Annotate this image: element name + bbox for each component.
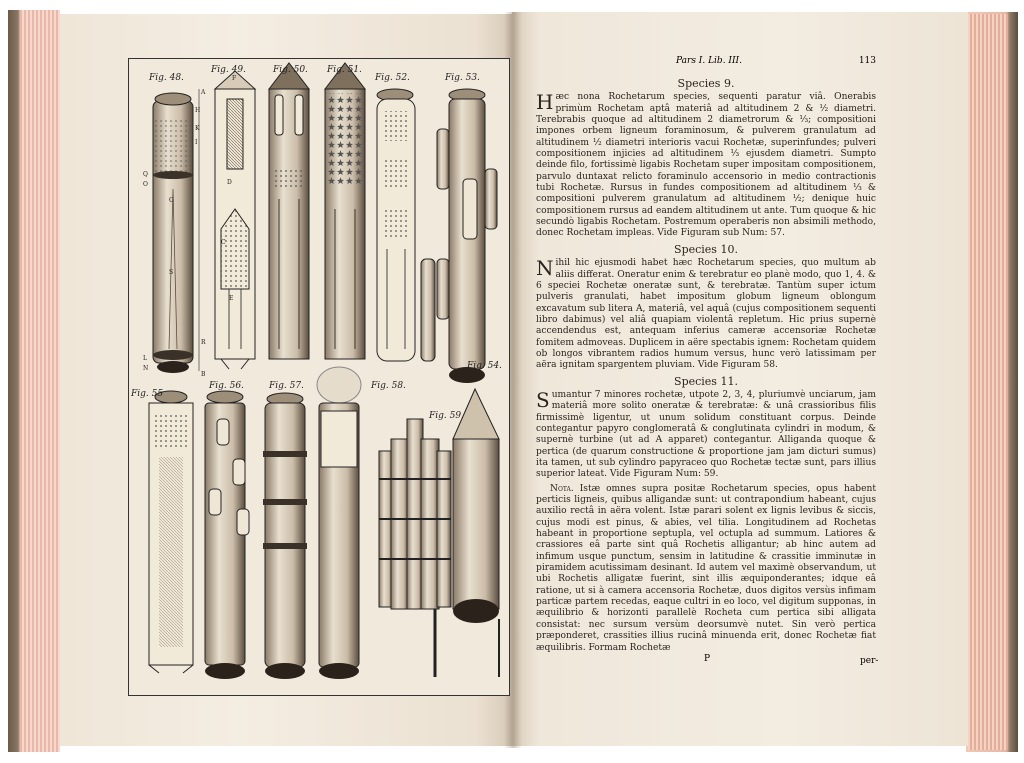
running-head: Pars I. Lib. III. [676,56,742,66]
fig-57-rocket [263,393,307,679]
fig-51-rocket [325,63,365,359]
letter-e: E [229,295,234,302]
fig-55-rocket [149,391,193,673]
fig-59-rocket-bundle [379,419,451,677]
species-9-drop-cap: H [536,90,554,115]
fig-51-label: Fig. 51. [327,65,362,75]
species-10-text [536,258,876,371]
species-10-body: ihil hic ejusmodi habet hæc Rochetarum species, quo multum ab aliis differat. Oneratur enim & terebratur eo planè modo, quo 1, 4. & 6 speciei Rochetæ oneratæ sunt, & terebratæ. Tantùm super ictum pulveris granulati, habet impositum globum ligneum oblongum excavatum sub litera A, materiâ, vel aquâ (cujus compositionem sequenti libro dabimus) vel aliâ quapiam violentâ repletum. Hic prius supernè accendendus est, antequam inferius cameræ accensoriæ Rochetæ fomitem admoveas. Duplicem in aëre spectabis ignem: Rochetam quidem ob longos vibrantem radios humum versus, hunc verò latissimam per aëra ignitam spargentem pluviam. Vide Figuram 58. [536,258,876,371]
fig-56-rocket [205,391,249,679]
species-10-title: Species 10. [674,242,738,256]
rocket-engravings [129,59,509,695]
species-11-body: umantur 7 minores rochetæ, utpote 2, 3, 4, pluriumvè unciarum, jam materiâ more solito oneratæ & terebratæ: & unâ crassioribus filis firmissimè ligentur, ut unum solidum constituant corpus. Deinde contegantur papyro conglomeratâ & conglutinata cylindri in modum, & supernè turbine (ut ad A apparet) contegantur. Alliganda quoque & pertica (de quarum constructione & proportione jam jam dicturi sumus) ita tamen, ut sub cylindro papyraceo quo Rochetæ tectæ sunt, pars illius superior lateat. Vide Figuram Num: 59. [536,389,876,480]
letter-q: Q [143,171,148,178]
letter-b: B [201,371,206,378]
species-10-drop-cap: N [536,256,554,281]
fig-58-label: Fig. 58. [371,381,406,391]
letter-r: R [201,339,206,346]
letter-i: I [195,139,198,146]
letter-d: D [227,179,232,186]
letter-h: H [195,107,201,114]
letter-f: F [232,75,237,82]
page-number: 113 [858,56,876,66]
species-11-text [536,387,876,481]
letter-a: A [201,89,206,96]
species-11-drop-cap: S [536,387,550,412]
fig-50-rocket [269,63,309,359]
left-page-edges [20,10,60,752]
fig-53-rocket [437,89,497,383]
fig-56-label: Fig. 56. [209,381,244,391]
fig-50-label: Fig. 50. [273,65,308,75]
text-block [536,74,876,654]
nota-text [536,484,876,654]
fig-52-label: Fig. 52. [375,73,410,83]
fig-54-label: Fig. 54. [467,361,502,371]
species-9-body: æc nona Rochetarum species, sequenti paratur viâ. Onerabis primùm Rochetam aptâ materiâ ad altitudinem 2 & ½ diametri. Terebrabis quoque ad altitudinem 2 diametrorum & ⅓; compositioni impones orbem ligneum foraminosum, & pulverem granulatum ad altitudinem ½ diametri interioris vacui Rochetæ, superinfundes; pulveri compositionem injicies ad altitudinem ⅓ ejusdem diametri. Sumpto deinde filo, fortissimè ligabis Rochetam super impositam compositionem, parvulo duntaxat relicto foraminulo accensorio in medio contractionis tubi Rochetæ. Rursus in fundes compositionem ad altitudinem ⅓ & compositioni pulverem granulatum ad altitudinem ½; denique huic compositionem rursus ad eandem altitudinem ut ante. Tum quoque & hic secundò ligabis Rochetam. Postremum operaberis non absimili methodo, donec Rochetam impleas. Vide Figuram sub Num: 57. [536,92,876,239]
letter-n: N [143,365,149,372]
fig-48-rocket [153,89,199,373]
nota-body: Istæ omnes supra positæ Rochetarum species, opus habent perticis ligneis, quibus alligandæ sunt: ut contrapondium habeant, cujus auxilio rectâ in aëra volent. Istæ parari solent ex lignis levibus & siccis, cujus modi est pinus, & abies, vel tilia. Longitudinem ad Rochetas habeant in proportione septupla, vel octupla ad summum. Latiores & crassiores eâ parte sint quâ Rochetis alligantur; ab hinc autem ad infimum usque punctum, sensim in latitudine & crassitie imminutæ in piramidem acutissimam desinant. Id autem vel maximè observandum, ut ubi Rochetis alligatæ fuerint, sint illis æquiponderantes; idque eâ ratione, ut si à camera accensoria Rochetæ, duos digitos versùs infimam particæ partem recedas, eaque cultri in eo loco, vel digitum supponas, in æquilibrio & horizonti parallelè Rocheta cum pertica sibi alligata consistat: nec sursum versùm deorsumvè nutet. Sin verò pertica præponderet, crassities illius rucinâ minuenda erit, donec Rochetæ fiat æquilibris. Formam Rochetæ [536,483,876,653]
catchword: per- [860,656,879,666]
letter-k: K [195,125,200,132]
fig-57-label: Fig. 57. [269,381,304,391]
letter-c: C [221,239,226,246]
right-page-edges [968,14,1008,750]
fig-58-rocket [317,367,361,679]
fig-59-rocket-cone [453,389,499,677]
nota-label: Nota. [550,483,574,494]
species-9-title: Species 9. [677,77,735,90]
fig-52-rocket [377,89,435,361]
letter-o: O [143,181,148,188]
species-9-text [536,92,876,239]
fig-49-rocket [215,71,255,369]
engraved-plate [128,58,510,696]
fig-53-label: Fig. 53. [445,73,480,83]
species-11-title: Species 11. [674,374,738,388]
letter-l: L [143,355,147,362]
fig-49-label: Fig. 49. [211,65,246,75]
signature-mark: P [704,654,711,664]
letter-s: S [169,269,174,276]
fig-48-label: Fig. 48. [149,73,184,83]
page-header [536,56,876,70]
letter-g: G [169,197,174,204]
fig-59-label: Fig. 59. [429,411,464,421]
fig-55-label: Fig. 55 [131,389,164,399]
